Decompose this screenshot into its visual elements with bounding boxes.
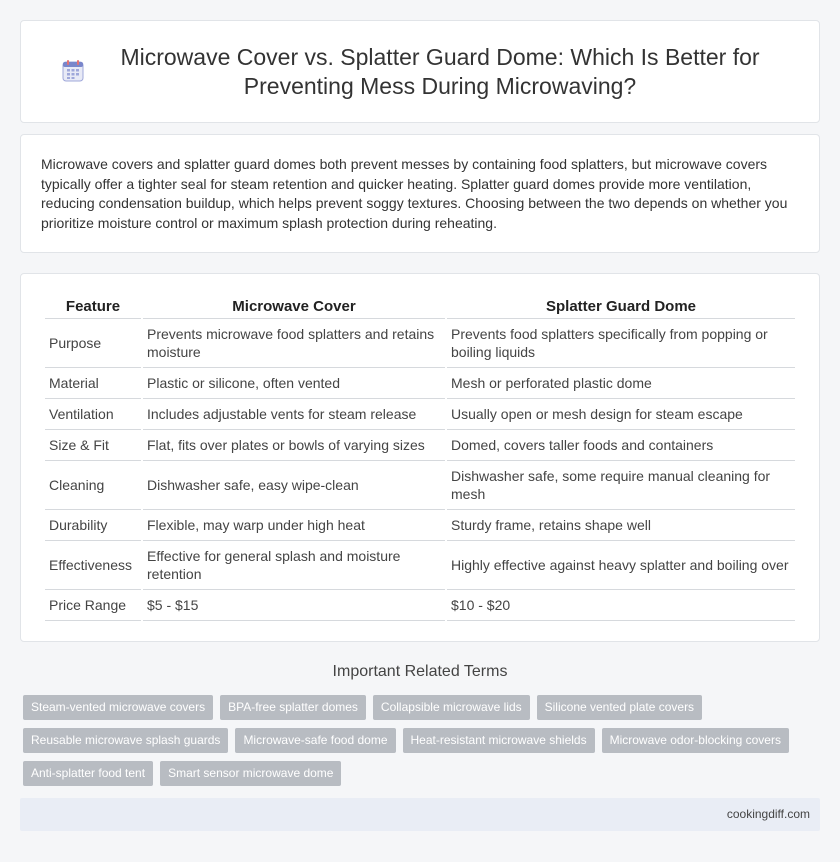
- row-microwave-cover: Plastic or silicone, often vented: [143, 368, 445, 399]
- table-row: [45, 319, 795, 368]
- related-term-tag[interactable]: Heat-resistant microwave shields: [403, 728, 595, 753]
- row-splatter-guard-dome: $10 - $20: [447, 590, 795, 621]
- related-term-tag[interactable]: Microwave-safe food dome: [235, 728, 395, 753]
- row-feature: Material: [45, 368, 141, 399]
- row-microwave-cover: $5 - $15: [143, 590, 445, 621]
- header-feature: Feature: [45, 292, 141, 319]
- footer-site-link[interactable]: cookingdiff.com: [726, 807, 810, 821]
- related-term-tag[interactable]: Smart sensor microwave dome: [160, 761, 341, 786]
- row-microwave-cover: Effective for general splash and moisture retention: [143, 541, 445, 590]
- table-row: [45, 541, 795, 590]
- table-row: [45, 590, 795, 621]
- related-term-tag[interactable]: Microwave odor-blocking covers: [602, 728, 789, 753]
- row-microwave-cover: Flat, fits over plates or bowls of varying sizes: [143, 430, 445, 461]
- row-feature: Size & Fit: [45, 430, 141, 461]
- title-wrap: [60, 43, 780, 101]
- related-term-tag[interactable]: BPA-free splatter domes: [220, 695, 366, 720]
- comparison-table: [43, 292, 797, 621]
- row-feature: Durability: [45, 510, 141, 541]
- related-terms-title: Important Related Terms: [332, 663, 508, 680]
- row-feature: Cleaning: [45, 461, 141, 510]
- row-feature: Purpose: [45, 319, 141, 368]
- table-row: [45, 510, 795, 541]
- related-term-tag[interactable]: Silicone vented plate covers: [537, 695, 702, 720]
- page-title: Microwave Cover vs. Splatter Guard Dome: Which Is Better for Preventing Mess During Microwaving?: [120, 43, 760, 99]
- related-term-tag[interactable]: Steam-vented microwave covers: [23, 695, 213, 720]
- row-splatter-guard-dome: Domed, covers taller foods and containers: [447, 430, 795, 461]
- related-terms-list: [23, 695, 803, 786]
- related-term-tag[interactable]: Collapsible microwave lids: [373, 695, 530, 720]
- row-splatter-guard-dome: Mesh or perforated plastic dome: [447, 368, 795, 399]
- row-microwave-cover: Dishwasher safe, easy wipe-clean: [143, 461, 445, 510]
- related-term-tag[interactable]: Reusable microwave splash guards: [23, 728, 228, 753]
- title-card: [20, 20, 820, 123]
- row-splatter-guard-dome: Dishwasher safe, some require manual cleaning for mesh: [447, 461, 795, 510]
- row-splatter-guard-dome: Prevents food splatters specifically from popping or boiling liquids: [447, 319, 795, 368]
- row-feature: Price Range: [45, 590, 141, 621]
- table-row: [45, 399, 795, 430]
- table-header-row: [45, 292, 795, 319]
- header-microwave-cover: Microwave Cover: [143, 292, 445, 319]
- table-row: [45, 368, 795, 399]
- calendar-icon: [60, 58, 86, 84]
- table-row: [45, 461, 795, 510]
- row-splatter-guard-dome: Usually open or mesh design for steam escape: [447, 399, 795, 430]
- row-feature: Ventilation: [45, 399, 141, 430]
- row-splatter-guard-dome: Sturdy frame, retains shape well: [447, 510, 795, 541]
- row-microwave-cover: Flexible, may warp under high heat: [143, 510, 445, 541]
- row-splatter-guard-dome: Highly effective against heavy splatter and boiling over: [447, 541, 795, 590]
- intro-card: [20, 134, 820, 253]
- related-term-tag[interactable]: Anti-splatter food tent: [23, 761, 153, 786]
- footer: [20, 798, 820, 831]
- row-microwave-cover: Includes adjustable vents for steam release: [143, 399, 445, 430]
- row-microwave-cover: Prevents microwave food splatters and retains moisture: [143, 319, 445, 368]
- table-row: [45, 430, 795, 461]
- intro-paragraph: Microwave covers and splatter guard domes both prevent messes by containing food splatters, but microwave covers typically offer a tighter seal for steam retention and quicker heating. Splatter guard domes provide more ventilation, reducing condensation buildup, which helps prevent soggy textures. Choosing between the two depends on whether you prioritize moisture control or maximum splash protection during reheating.: [41, 156, 788, 231]
- comparison-table-card: [20, 273, 820, 642]
- header-splatter-guard-dome: Splatter Guard Dome: [447, 292, 795, 319]
- row-feature: Effectiveness: [45, 541, 141, 590]
